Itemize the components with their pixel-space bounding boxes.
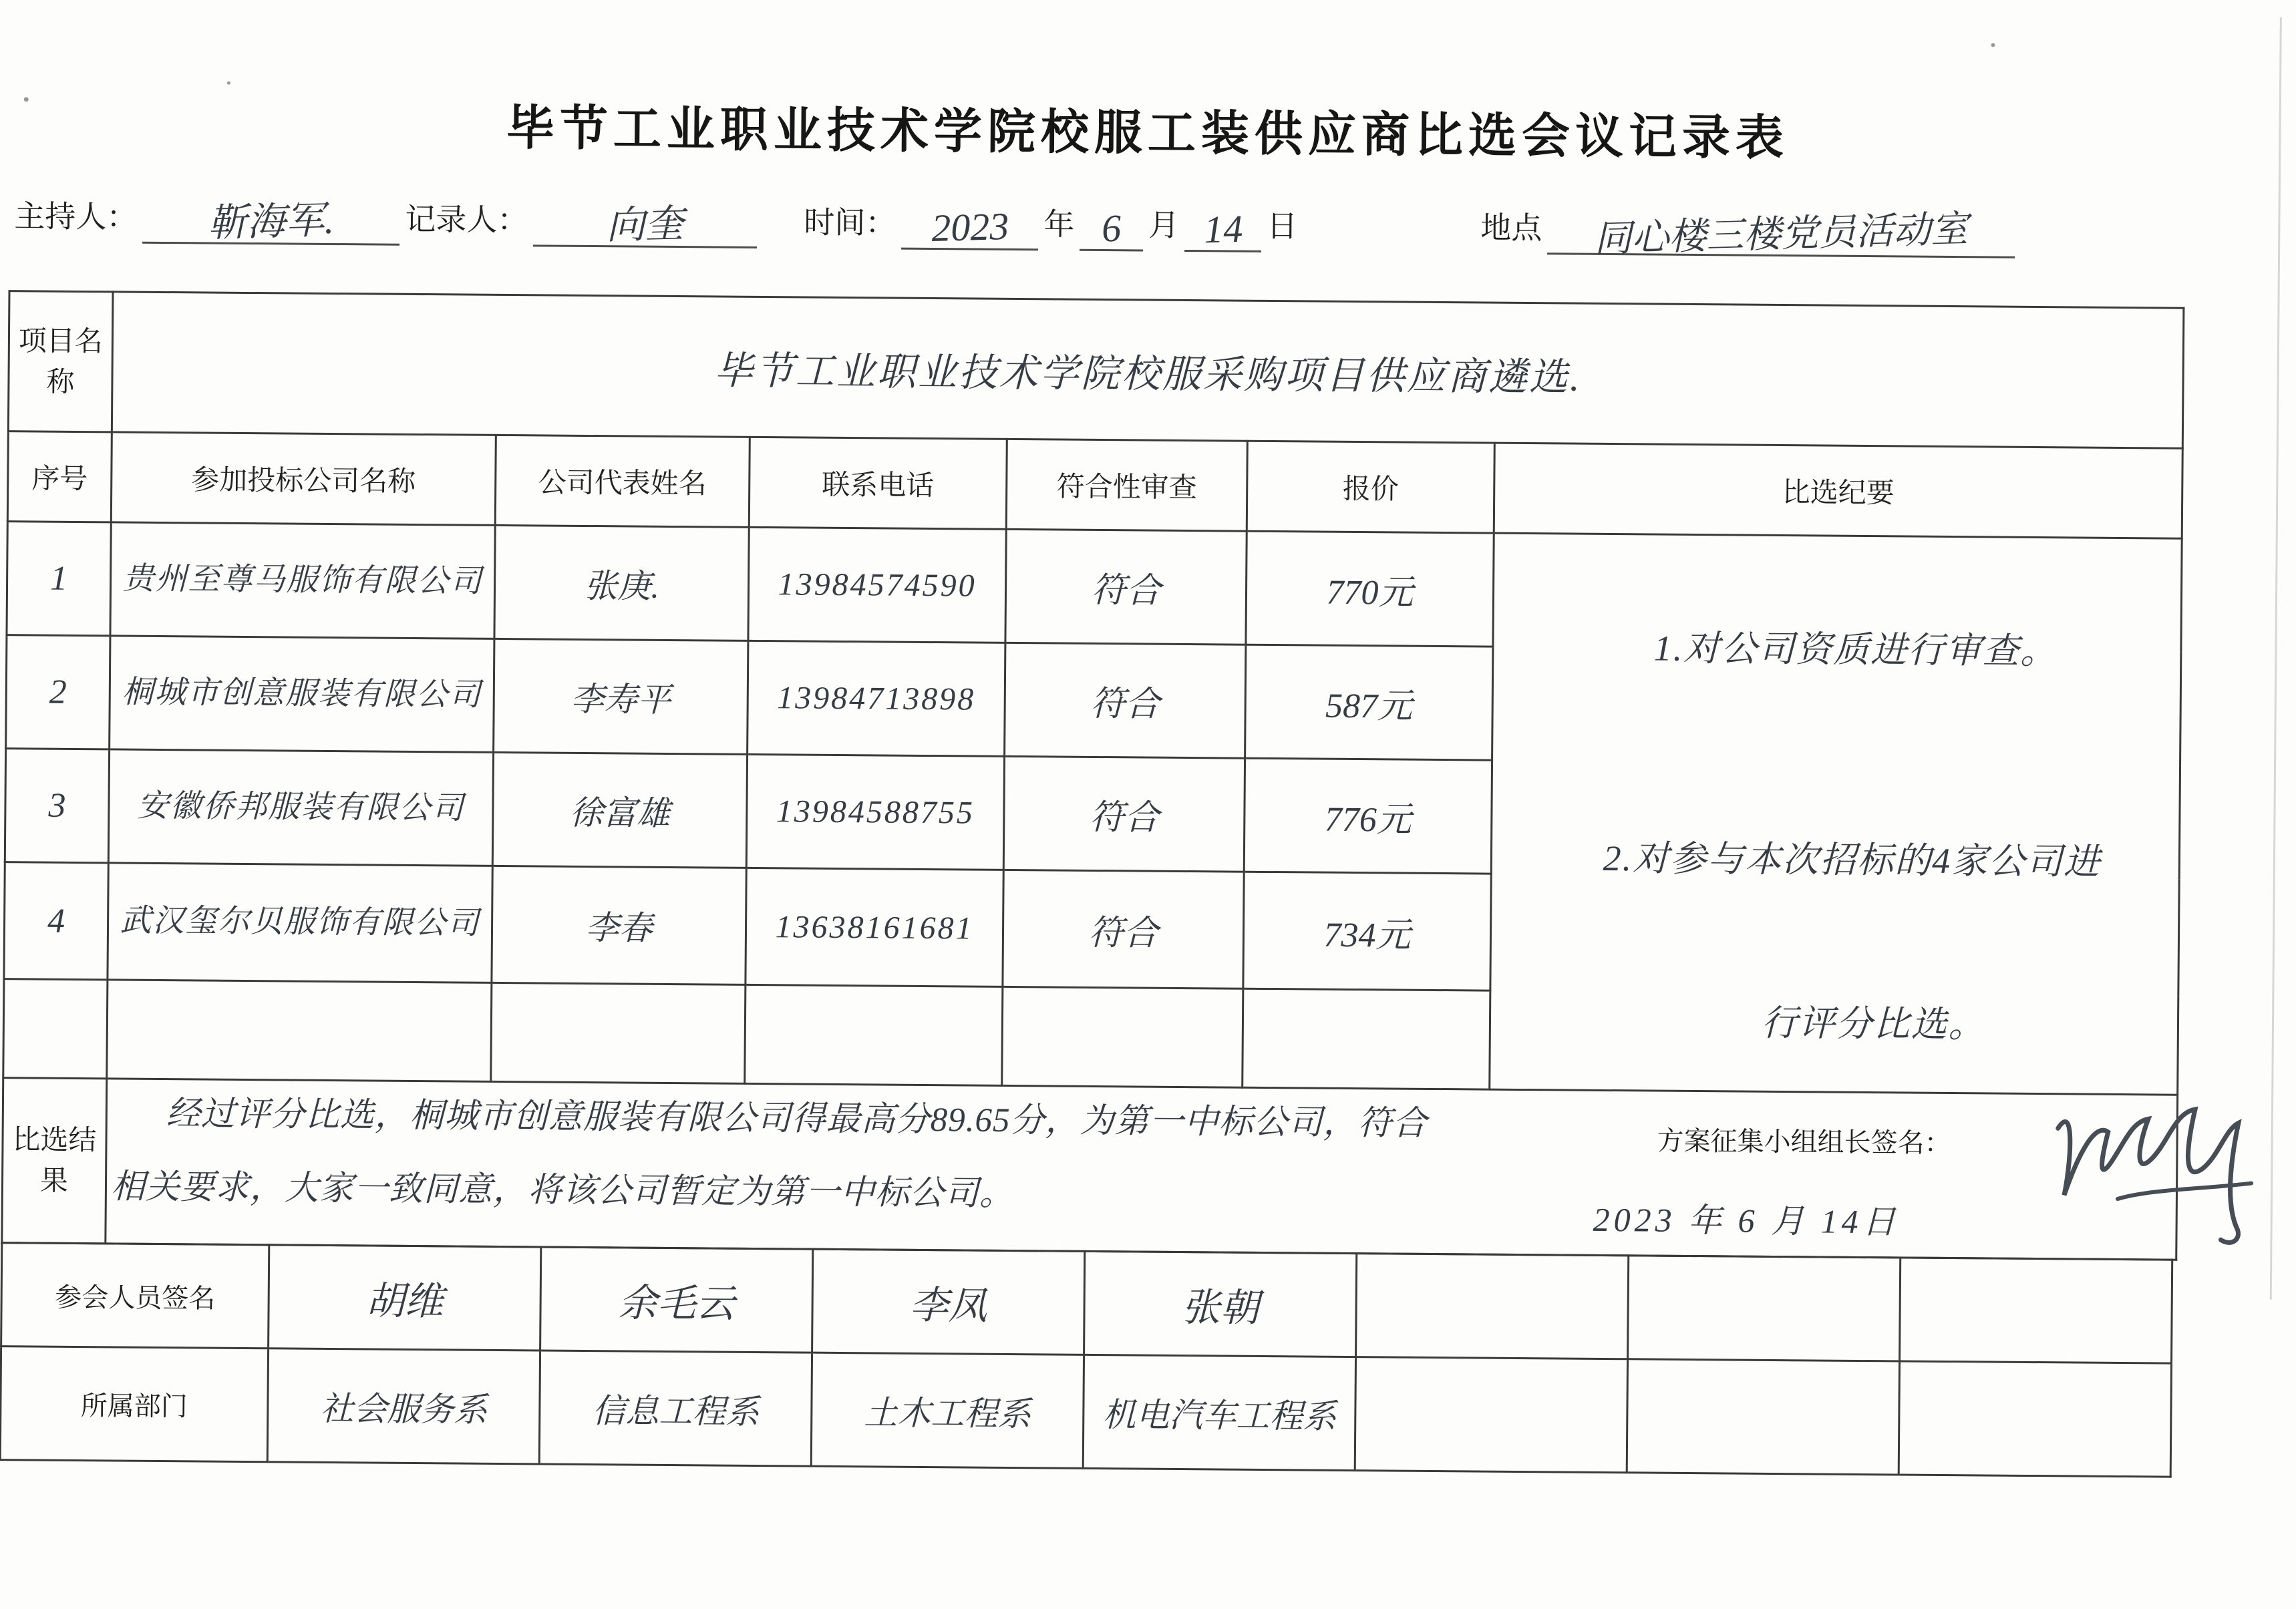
recorder-field [405, 195, 763, 248]
leader-sign-date: 2023 年 6 月 14日 [1593, 1200, 1900, 1241]
host-field [14, 192, 405, 246]
page-title: 毕节工业职业技术学院校服工装供应商比选会议记录表 [506, 102, 1790, 166]
phone-number: 13984588755 [746, 754, 1004, 870]
recorder-underline [533, 204, 757, 248]
price-quote: 776元 [1244, 758, 1492, 874]
header-row [7, 431, 2182, 539]
col-header-no: 序号 [7, 431, 112, 522]
price-quote: 734元 [1243, 872, 1491, 991]
time-field [804, 198, 1298, 253]
main-table [1, 290, 2184, 1261]
department-empty [1627, 1359, 1899, 1475]
year-value: 2023 [930, 204, 1009, 250]
host-underline [142, 198, 399, 246]
review-result: 符合 [1005, 529, 1247, 645]
project-row [8, 291, 2184, 449]
attendee-signature-empty [1900, 1258, 2172, 1363]
department-name: 土木工程系 [811, 1353, 1084, 1468]
attendee-signature: 李凤 [812, 1249, 1085, 1355]
price-quote: 587元 [1245, 645, 1493, 760]
selection-notes-cell [1490, 533, 2182, 1095]
result-label: 比选结果 [2, 1078, 107, 1244]
result-content-cell [106, 1079, 2178, 1260]
scan-speck [1991, 43, 1995, 47]
col-header-company: 参加投标公司名称 [111, 432, 496, 526]
company-name: 安徽侨邦服装有限公司 [108, 749, 493, 866]
company-name: 贵州至尊马服饰有限公司 [110, 522, 495, 639]
recorder-value: 向奎 [605, 202, 685, 248]
location-value: 同心楼三楼党员活动室 [1593, 208, 1969, 260]
attendees-table [0, 1242, 2173, 1478]
result-row [2, 1078, 2178, 1260]
department-row [0, 1347, 2171, 1477]
scan-speck [227, 81, 230, 85]
month-underline [1080, 208, 1143, 252]
attendee-signature: 胡维 [269, 1245, 541, 1351]
attendee-signature-empty [1356, 1254, 1629, 1359]
note-line-3: 行评分比选。 [1761, 1003, 1986, 1045]
project-label: 项目名称 [8, 291, 113, 432]
row-no: 3 [5, 749, 109, 863]
col-header-review: 符合性审查 [1006, 439, 1247, 531]
rep-name: 李春 [492, 866, 746, 985]
col-header-notes: 比选纪要 [1494, 443, 2182, 538]
group-leader-signature [2037, 1081, 2279, 1257]
department-empty [1899, 1361, 2171, 1477]
review-result: 符合 [1003, 756, 1245, 872]
col-header-price: 报价 [1247, 441, 1494, 533]
day-value: 14 [1202, 206, 1243, 252]
department-name: 社会服务系 [267, 1349, 540, 1464]
month-value: 6 [1101, 206, 1122, 250]
rep-name: 李寿平 [494, 639, 748, 754]
attendee-signature: 余毛云 [540, 1247, 813, 1353]
month-suffix: 月 [1148, 207, 1180, 242]
department-label: 所属部门 [0, 1347, 268, 1462]
review-result: 符合 [1005, 643, 1246, 758]
location-underline [1547, 208, 2015, 260]
note-line-2: 2.对参与本次招标的4家公司进 [1603, 838, 2102, 882]
result-text-line-2: 相关要求，大家一致同意，将该公司暂定为第一中标公司。 [110, 1168, 1015, 1214]
phone-number: 13984574590 [748, 527, 1006, 643]
recorder-label: 记录人： [405, 201, 528, 238]
year-underline [901, 204, 1038, 250]
phone-number: 13638161681 [746, 868, 1003, 987]
phone-number: 13984713898 [748, 641, 1005, 756]
price-quote: 770元 [1246, 531, 1494, 647]
row-no: 2 [6, 635, 110, 749]
col-header-phone: 联系电话 [749, 437, 1007, 529]
department-name: 机电汽车工程系 [1083, 1355, 1355, 1470]
leader-sign-label: 方案征集小组组长签名： [1657, 1126, 1951, 1159]
company-name: 武汉玺尔贝服饰有限公司 [108, 863, 492, 983]
row-no: 4 [4, 862, 108, 980]
day-suffix: 日 [1267, 208, 1298, 244]
location-field [1480, 203, 2021, 258]
result-text-line-1: 经过评分比选，桐城市创意服装有限公司得最高分89.65分，为第一中标公司，符合 [166, 1095, 1428, 1143]
scan-speck [24, 97, 29, 102]
rep-name: 张庚. [494, 525, 749, 641]
attendee-signature-empty [1628, 1256, 1901, 1361]
department-empty [1355, 1357, 1627, 1473]
attendee-sign-label: 参会人员签名 [1, 1243, 269, 1349]
attendee-signature: 张朝 [1084, 1251, 1357, 1357]
location-label: 地点 [1480, 210, 1542, 246]
year-suffix: 年 [1043, 206, 1075, 242]
bidder-row-1 [7, 522, 2182, 653]
day-underline [1184, 206, 1261, 252]
signature-row [1, 1243, 2172, 1364]
host-label: 主持人： [14, 198, 138, 234]
rep-name: 徐富雄 [492, 752, 747, 868]
row-no: 1 [7, 522, 111, 636]
note-line-1: 1.对公司资质进行审查。 [1653, 628, 2058, 671]
col-header-rep: 公司代表姓名 [495, 435, 750, 527]
review-result: 符合 [1003, 870, 1244, 989]
project-value: 毕节工业职业技术学院校服采购项目供应商遴选. [112, 292, 2184, 448]
department-name: 信息工程系 [539, 1351, 812, 1466]
meta-row [0, 192, 2295, 297]
time-label: 时间： [804, 204, 896, 240]
company-name: 桐城市创意服装有限公司 [110, 636, 494, 753]
host-value: 靳海军. [207, 198, 335, 245]
